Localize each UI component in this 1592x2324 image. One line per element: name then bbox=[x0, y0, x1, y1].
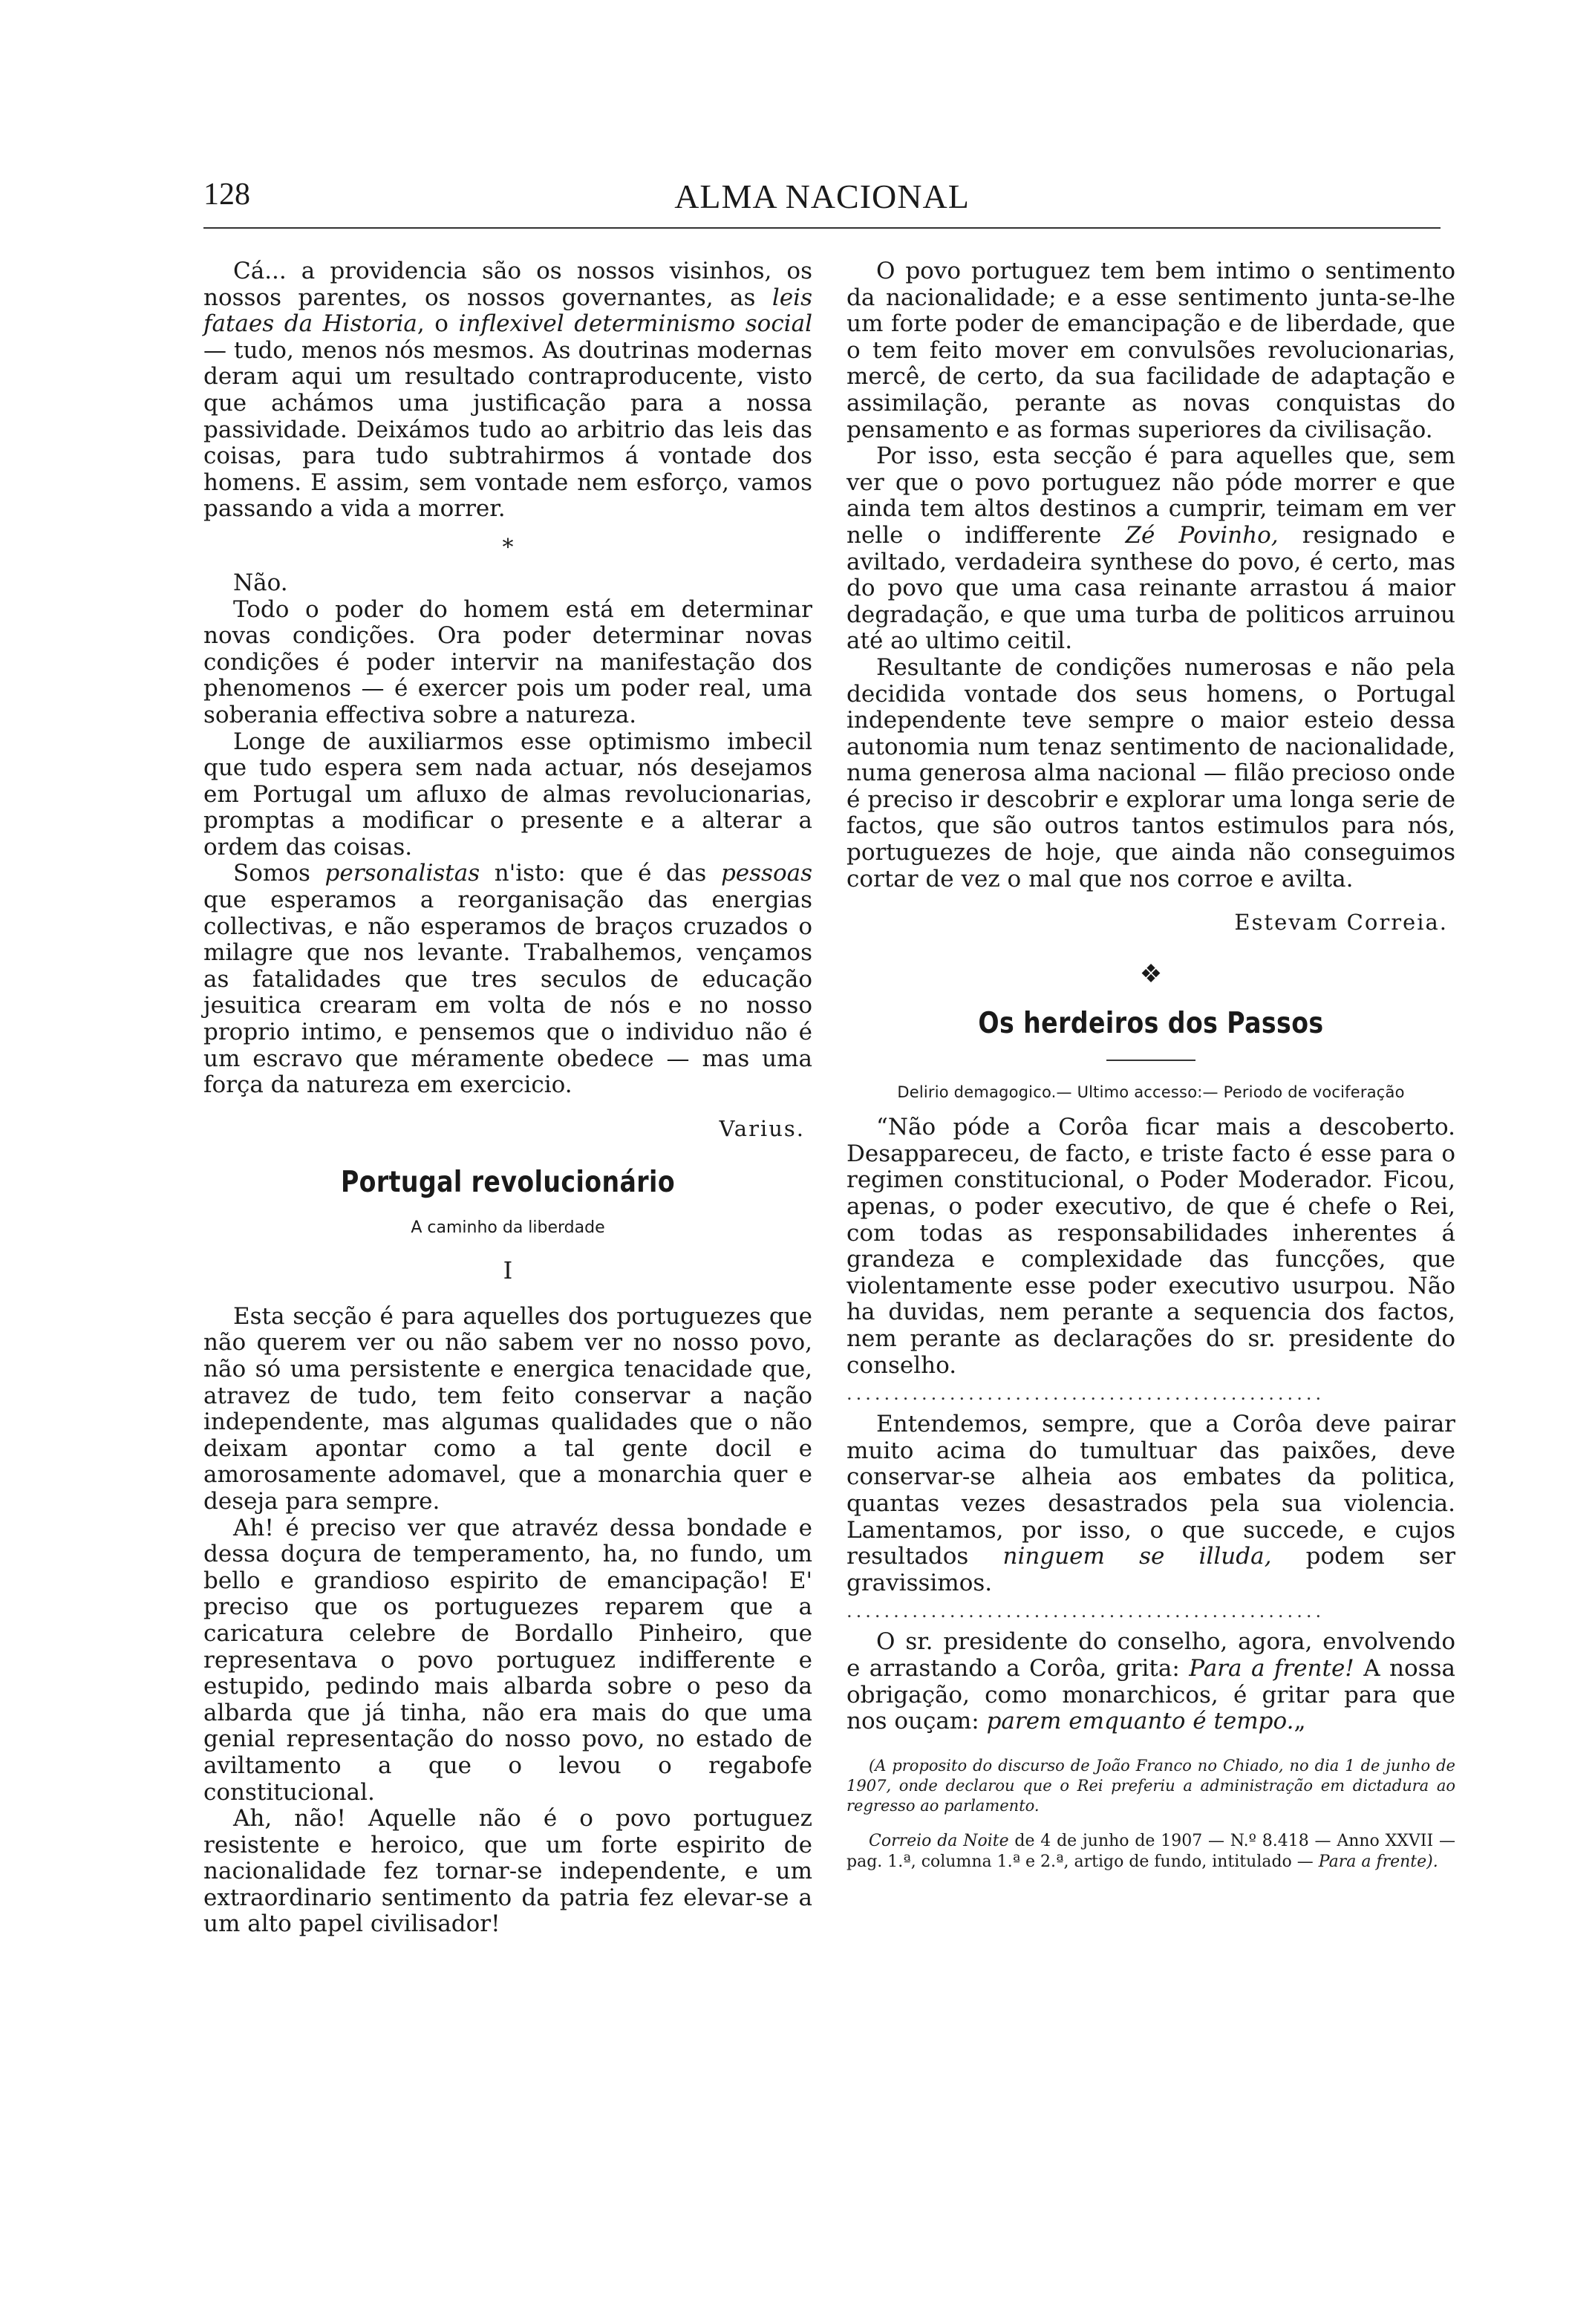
page-number: 128 bbox=[203, 177, 250, 212]
left-column bbox=[203, 258, 812, 1938]
journal-title: ALMA NACIONAL bbox=[674, 177, 970, 215]
paragraph: O povo portuguez tem bem intimo o sentimento da nacionalidade; e a esse sentimento junta-se-lhe um forte poder de emancipação e de liberdade, que o tem feito mover em convulsões revolucionarias, mercê, de certo, da sua facilidade de adaptação e assimilação, perante as novas conquistas do pensamento e as formas superiores da civilisação. bbox=[846, 258, 1455, 443]
paragraph: Longe de auxiliarmos esse optimismo imbecil que tudo espera sem nada actuar, nós desejamos em Portugal um afluxo de almas revolucionarias, promptas a modificar o presente e a alterar a ordem das coisas. bbox=[203, 728, 812, 861]
ellipsis-divider: ................................................... bbox=[846, 1383, 1325, 1405]
ellipsis-divider: ................................................... bbox=[846, 1601, 1325, 1622]
section-title: Os herdeiros dos Passos bbox=[978, 1007, 1324, 1041]
paragraph: Cá... a providencia são os nossos visinhos, os nossos parentes, os nossos governantes, as leis fataes da Historia, o inflexivel determinismo social — tudo, menos nós mesmos. As doutrinas modernas deram aqui um resultado contraproducente, visto que achámos uma justificação para a nossa passividade. Deixámos tudo ao arbitrio das leis das coisas, para tudo subtrahirmos á vontade dos homens. E assim, sem vontade nem esforço, vamos passando a vida a morrer. bbox=[203, 258, 812, 523]
title-rule bbox=[1106, 1060, 1195, 1061]
section-number: I bbox=[503, 1256, 513, 1285]
section-title: Portugal revolucionário bbox=[340, 1165, 676, 1199]
editorial-note: (A proposito do discurso de João Franco no Chiado, no dia 1 de junho de 1907, onde declarou que o Rei preferiu a administração em dictadura ao regresso ao parlamento. bbox=[846, 1756, 1455, 1815]
quoted-paragraph: O sr. presidente do conselho, agora, envolvendo e arrastando a Corôa, grita: Para a frente! A nossa obrigação, como monarchicos, é gritar para que nos ouçam: parem emquanto é tempo.„ bbox=[846, 1628, 1456, 1735]
author-signature: Estevam Correia. bbox=[1234, 910, 1448, 936]
author-signature: Varius. bbox=[719, 1115, 805, 1141]
paragraph: Resultante de condições numerosas e não pela decidida vontade dos seus homens, o Portugal independente teve sempre o maior esteio dessa autonomia num tenaz sentimento de nacionalidade, numa generosa alma nacional — filão precioso onde é preciso ir descobrir e explorar uma longa serie de factos, que são outros tantos estimulos para nós, portuguezes de hoje, que ainda não conseguimos cortar de vez o mal que nos corroe e avilta. bbox=[846, 653, 1455, 892]
right-column bbox=[846, 258, 1455, 1873]
paragraph: Todo o poder do homem está em determinar novas condições. Ora poder determinar novas condições é poder intervir na manifestação dos phenomenos — é exercer pois um poder real, uma soberania effectiva sobre a natureza. bbox=[203, 595, 812, 728]
section-subtitle: A caminho da liberdade bbox=[411, 1218, 605, 1237]
paragraph: Por isso, esta secção é para aquelles que, sem ver que o povo portuguez não póde morrer e que ainda tem altos destinos a cumprir, teimam em ver nelle o indifferente Zé Povinho, resignado e aviltado, verdadeira synthese do povo, é certo, mas do povo que uma casa reinante arrastou á maior degradação, e que uma turba de politicos arruinou até ao ultimo ceitil. bbox=[846, 443, 1456, 655]
quoted-paragraph: Entendemos, sempre, que a Corôa deve pairar muito acima do tumultuar das paixões, deve conservar-se alheia aos embates da politica, quantas vezes desastrados pela sua violencia. Lamentamos, por isso, o que succede, e cujos resultados ninguem se illuda, podem ser gravissimos. bbox=[846, 1411, 1456, 1596]
paragraph: Não. bbox=[233, 569, 288, 596]
quoted-paragraph: “Não póde a Corôa ficar mais a descoberto. Desappareceu, de facto, e triste facto é esse para o regimen constitucional, o Poder Moderador. Ficou, apenas, o poder executivo, de que é chefe o Rei, com todas as responsabilidades inherentes á grandeza e complexidade das funcções, que violentamente esse poder executivo usurpou. Não ha duvidas, nem perante a sequencia dos factos, nem perante as declarações do sr. presidente do conselho. bbox=[846, 1114, 1455, 1379]
section-subtitle: Delirio demagogico.— Ultimo accesso:— Periodo de vociferação bbox=[897, 1083, 1405, 1102]
paragraph: Esta secção é para aquelles dos portuguezes que não querem ver ou não sabem ver no nosso povo, não só uma persistente e energica tenacidade que, atravez de tudo, tem feito conservar a nação independente, mas algumas qualidades que o não deixam apontar como a tal gente docil e amorosamente adomavel, que a monarchia quer e deseja para sempre. bbox=[203, 1302, 812, 1515]
paragraph: Ah! é preciso ver que atravéz dessa bondade e dessa doçura de temperamento, ha, no fundo, um bello e grandioso espirito de emancipação! E' preciso que os portuguezes reparem que a caricatura celebre de Bordallo Pinheiro, que representava o povo portuguez indifferente e estupido, pedindo mais albarda sobre o peso da albarda que já tinha, não era mais do que uma genial representação do nosso povo, no estado de aviltamento a que o levou o regabofe constitucional. bbox=[203, 1514, 812, 1806]
section-separator-star: * bbox=[502, 534, 514, 561]
paragraph: Somos personalistas n'isto: que é das pessoas que esperamos a reorganisação das energias collectivas, e não esperamos de braços cruzados o milagre que nos levante. Trabalhemos, vençamos as fatalidades que tres seculos de educação jesuitica crearam em volta de nós e no nosso proprio intimo, e pensemos que o individuo não é um escravo que méramente obedece — mas uma força da natureza em exercicio. bbox=[203, 860, 812, 1099]
paragraph: Ah, não! Aquelle não é o povo portuguez resistente e heroico, que um forte espirito de nacionalidade fez tornar-se independente, e um extraordinario sentimento da patria fez elevar-se a um alto papel civilisador! bbox=[203, 1805, 812, 1938]
source-citation: Correio da Noite de 4 de junho de 1907 — N.º 8.418 — Anno XXVII — pag. 1.ª, columna 1.ª e 2.ª, artigo de fundo, intitulado — Para a frente). bbox=[846, 1831, 1455, 1871]
header-rule bbox=[203, 227, 1441, 229]
page-header bbox=[203, 177, 1441, 221]
ornament-icon: ❖ bbox=[1139, 959, 1163, 990]
